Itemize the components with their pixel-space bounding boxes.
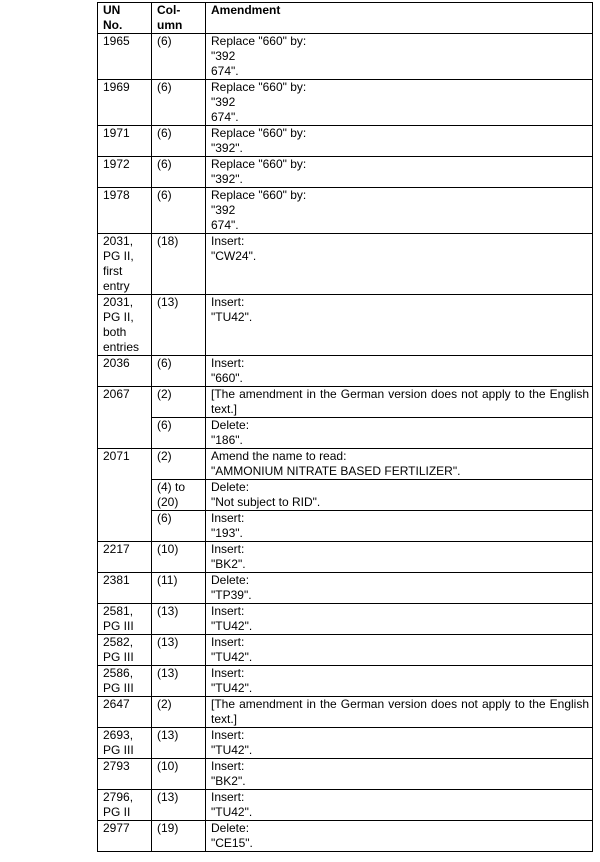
amendment-cell: Insert: "CW24". [206, 234, 593, 295]
un-number-cell: 2036 [98, 356, 152, 387]
table-row [98, 80, 593, 126]
amendment-cell: Delete: "186". [206, 418, 593, 449]
amendment-cell: Insert: "BK2". [206, 759, 593, 790]
table-row [98, 511, 593, 542]
column-cell: (10) [152, 542, 206, 573]
column-cell: (13) [152, 790, 206, 821]
table-row [98, 666, 593, 697]
column-cell: (6) [152, 418, 206, 449]
table-row [98, 697, 593, 728]
table-row [98, 480, 593, 511]
amendment-cell: Delete: "Not subject to RID". [206, 480, 593, 511]
amendment-cell: Insert: "193". [206, 511, 593, 542]
un-number-cell: 2647 [98, 697, 152, 728]
amendment-cell: Insert: "TU42". [206, 666, 593, 697]
amendment-cell: Replace "660" by: "392 674". [206, 80, 593, 126]
un-number-cell: 2071 [98, 449, 152, 542]
column-cell: (13) [152, 295, 206, 356]
header-amendment: Amendment [206, 3, 593, 34]
column-cell: (6) [152, 126, 206, 157]
column-cell: (10) [152, 759, 206, 790]
table-row [98, 759, 593, 790]
amendment-cell: Replace "660" by: "392 674". [206, 34, 593, 80]
column-cell: (13) [152, 666, 206, 697]
column-cell: (13) [152, 604, 206, 635]
column-cell: (13) [152, 635, 206, 666]
amendment-cell: Replace "660" by: "392". [206, 157, 593, 188]
header-column: Col- umn [152, 3, 206, 34]
amendment-cell: Replace "660" by: "392 674". [206, 188, 593, 234]
un-number-cell: 2582, PG III [98, 635, 152, 666]
un-number-cell: 2793 [98, 759, 152, 790]
amendment-cell: [The amendment in the German version does not apply to the English text.] [206, 697, 593, 728]
column-cell: (18) [152, 234, 206, 295]
column-cell: (6) [152, 34, 206, 80]
un-number-cell: 2796, PG II [98, 790, 152, 821]
amendment-cell: Amend the name to read: "AMMONIUM NITRATE BASED FERTILIZER". [206, 449, 593, 480]
amendment-cell: Insert: "BK2". [206, 542, 593, 573]
table-row [98, 635, 593, 666]
amendment-cell: Insert: "660". [206, 356, 593, 387]
amendment-cell: Replace "660" by: "392". [206, 126, 593, 157]
un-number-cell: 1965 [98, 34, 152, 80]
amendments-table [97, 2, 593, 852]
amendment-cell: Delete: "CE15". [206, 821, 593, 852]
header-un-no: UN No. [98, 3, 152, 34]
column-cell: (6) [152, 157, 206, 188]
table-row [98, 728, 593, 759]
amendment-cell: Insert: "TU42". [206, 790, 593, 821]
table-row [98, 821, 593, 852]
table-row [98, 604, 593, 635]
table-body [98, 34, 593, 852]
column-cell: (11) [152, 573, 206, 604]
column-cell: (6) [152, 511, 206, 542]
table-row [98, 573, 593, 604]
column-cell: (2) [152, 449, 206, 480]
table-row [98, 295, 593, 356]
un-number-cell: 2581, PG III [98, 604, 152, 635]
amendment-cell: [The amendment in the German version does not apply to the English text.] [206, 387, 593, 418]
un-number-cell: 2693, PG III [98, 728, 152, 759]
column-cell: (4) to (20) [152, 480, 206, 511]
un-number-cell: 1972 [98, 157, 152, 188]
un-number-cell: 2381 [98, 573, 152, 604]
un-number-cell: 2217 [98, 542, 152, 573]
column-cell: (6) [152, 80, 206, 126]
un-number-cell: 1971 [98, 126, 152, 157]
table-row [98, 234, 593, 295]
column-cell: (13) [152, 728, 206, 759]
un-number-cell: 2977 [98, 821, 152, 852]
amendment-cell: Delete: "TP39". [206, 573, 593, 604]
column-cell: (2) [152, 387, 206, 418]
table-row [98, 34, 593, 80]
table-row [98, 542, 593, 573]
table-row [98, 449, 593, 480]
amendment-cell: Insert: "TU42". [206, 604, 593, 635]
column-cell: (6) [152, 356, 206, 387]
column-cell: (6) [152, 188, 206, 234]
table-row [98, 157, 593, 188]
amendment-cell: Insert: "TU42". [206, 635, 593, 666]
table-row [98, 387, 593, 418]
table-row [98, 418, 593, 449]
header-row [98, 3, 593, 34]
un-number-cell: 2031, PG II, first entry [98, 234, 152, 295]
amendment-cell: Insert: "TU42". [206, 728, 593, 759]
table-row [98, 356, 593, 387]
un-number-cell: 1969 [98, 80, 152, 126]
un-number-cell: 2031, PG II, both entries [98, 295, 152, 356]
un-number-cell: 1978 [98, 188, 152, 234]
table-row [98, 126, 593, 157]
table-header [98, 3, 593, 34]
table-row [98, 790, 593, 821]
table-row [98, 188, 593, 234]
amendment-cell: Insert: "TU42". [206, 295, 593, 356]
un-number-cell: 2067 [98, 387, 152, 449]
un-number-cell: 2586, PG III [98, 666, 152, 697]
column-cell: (2) [152, 697, 206, 728]
column-cell: (19) [152, 821, 206, 852]
